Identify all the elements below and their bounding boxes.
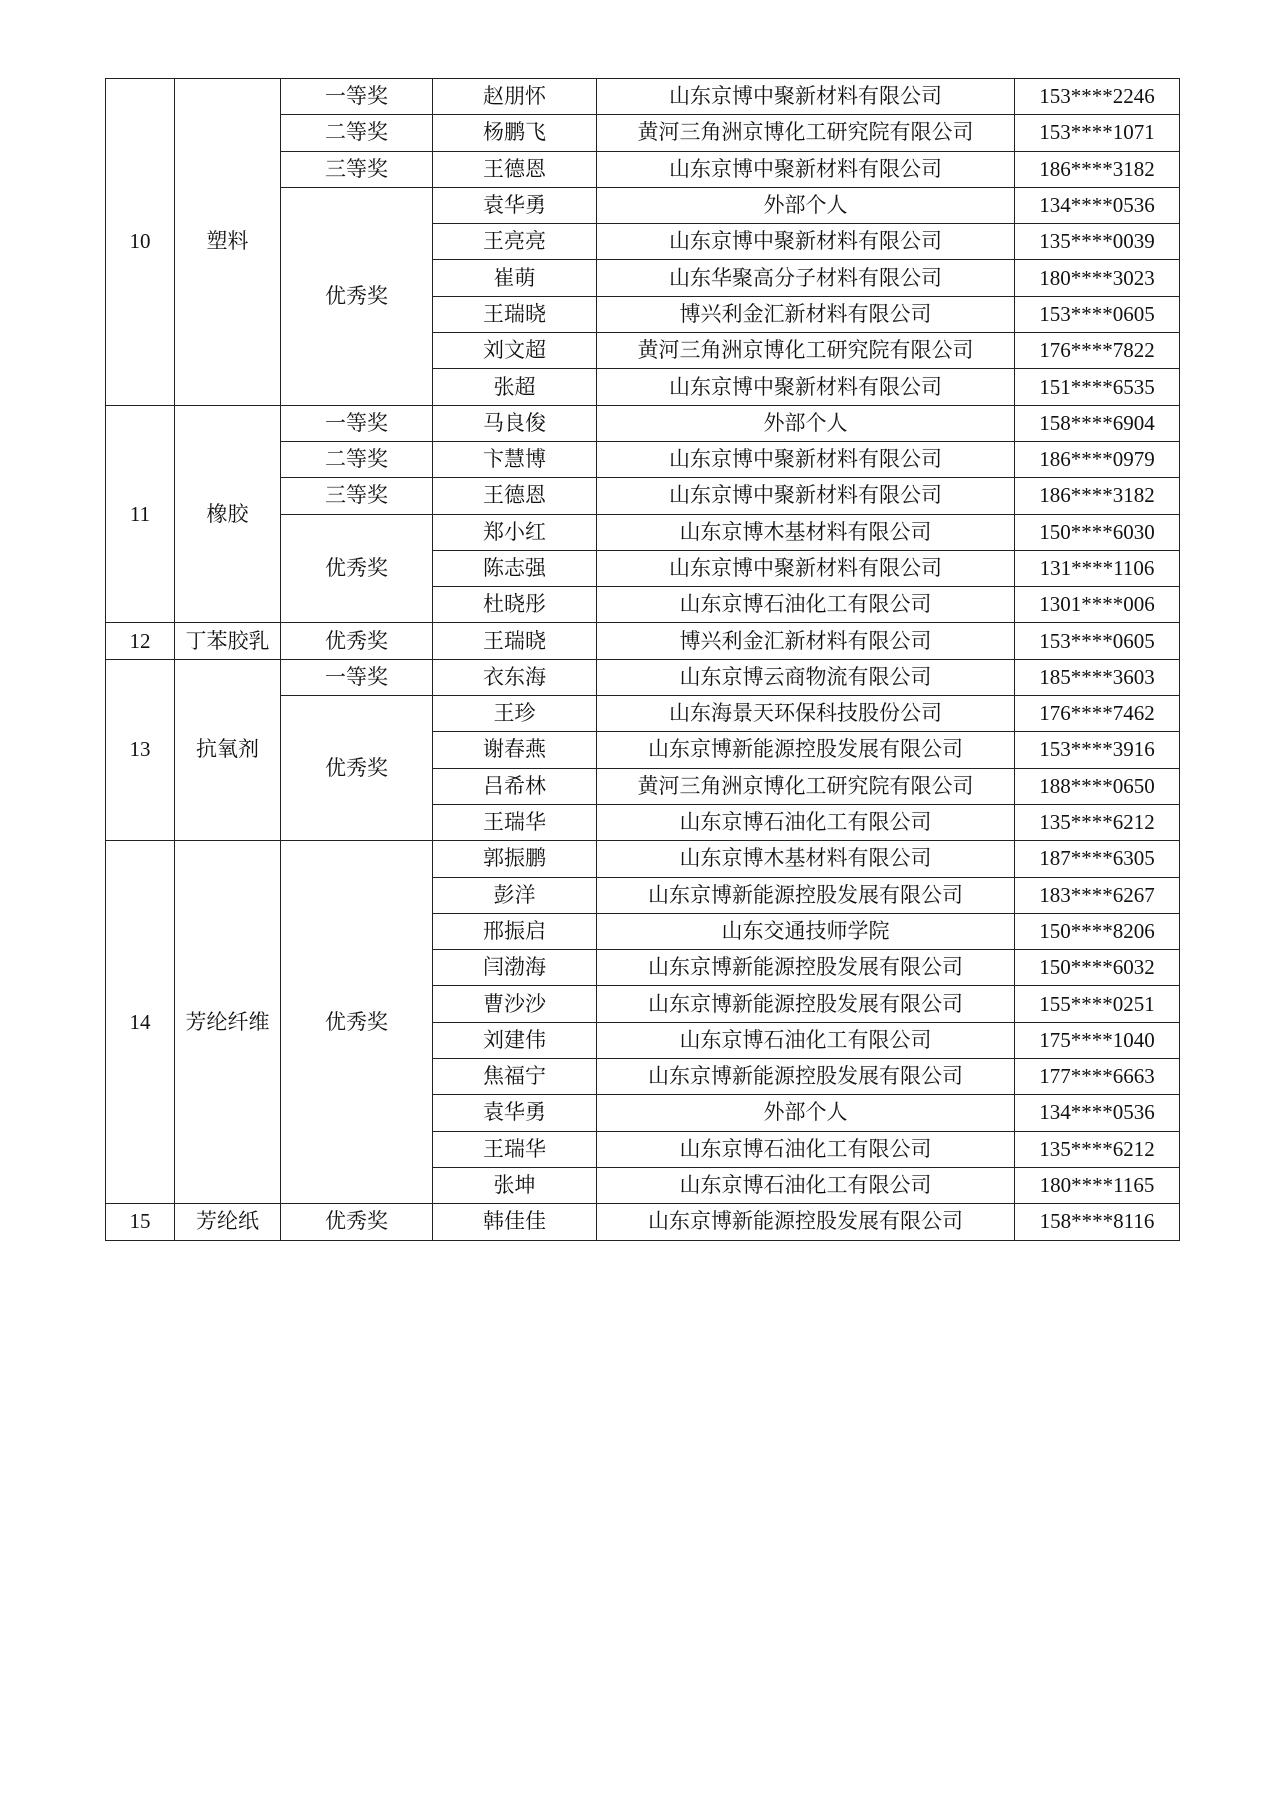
organization-cell: 山东京博新能源控股发展有限公司 — [597, 877, 1015, 913]
organization-cell: 黄河三角洲京博化工研究院有限公司 — [597, 768, 1015, 804]
winner-name-cell: 王德恩 — [433, 151, 597, 187]
winner-name-cell: 崔萌 — [433, 260, 597, 296]
phone-cell: 187****6305 — [1015, 841, 1180, 877]
award-level-cell: 优秀奖 — [281, 841, 433, 1204]
organization-cell: 山东京博中聚新材料有限公司 — [597, 550, 1015, 586]
award-level-cell: 三等奖 — [281, 151, 433, 187]
winner-name-cell: 马良俊 — [433, 405, 597, 441]
phone-cell: 183****6267 — [1015, 877, 1180, 913]
phone-cell: 175****1040 — [1015, 1022, 1180, 1058]
phone-cell: 180****1165 — [1015, 1167, 1180, 1203]
phone-cell: 131****1106 — [1015, 550, 1180, 586]
organization-cell: 山东京博石油化工有限公司 — [597, 1022, 1015, 1058]
winner-name-cell: 彭洋 — [433, 877, 597, 913]
category-cell: 芳纶纸 — [175, 1204, 281, 1240]
organization-cell: 博兴利金汇新材料有限公司 — [597, 623, 1015, 659]
winner-name-cell: 袁华勇 — [433, 1095, 597, 1131]
phone-cell: 186****3182 — [1015, 478, 1180, 514]
organization-cell: 山东京博中聚新材料有限公司 — [597, 224, 1015, 260]
phone-cell: 1301****006 — [1015, 587, 1180, 623]
winner-name-cell: 王瑞华 — [433, 804, 597, 840]
organization-cell: 山东交通技师学院 — [597, 913, 1015, 949]
award-level-cell: 一等奖 — [281, 405, 433, 441]
table-row — [106, 841, 1180, 877]
winner-name-cell: 王亮亮 — [433, 224, 597, 260]
winner-name-cell: 曹沙沙 — [433, 986, 597, 1022]
winner-name-cell: 韩佳佳 — [433, 1204, 597, 1240]
phone-cell: 134****0536 — [1015, 1095, 1180, 1131]
phone-cell: 186****3182 — [1015, 151, 1180, 187]
winner-name-cell: 郭振鹏 — [433, 841, 597, 877]
phone-cell: 134****0536 — [1015, 187, 1180, 223]
category-cell: 芳纶纤维 — [175, 841, 281, 1204]
phone-cell: 153****2246 — [1015, 79, 1180, 115]
organization-cell: 山东海景天环保科技股份公司 — [597, 696, 1015, 732]
winner-name-cell: 卞慧博 — [433, 441, 597, 477]
group-number-cell: 12 — [106, 623, 175, 659]
winner-name-cell: 王瑞晓 — [433, 296, 597, 332]
organization-cell: 山东京博云商物流有限公司 — [597, 659, 1015, 695]
organization-cell: 山东京博新能源控股发展有限公司 — [597, 986, 1015, 1022]
group-number-cell: 14 — [106, 841, 175, 1204]
award-level-cell: 一等奖 — [281, 79, 433, 115]
phone-cell: 158****6904 — [1015, 405, 1180, 441]
group-number-cell: 10 — [106, 79, 175, 406]
organization-cell: 山东京博中聚新材料有限公司 — [597, 151, 1015, 187]
table-row — [106, 623, 1180, 659]
winner-name-cell: 闫渤海 — [433, 950, 597, 986]
award-level-cell: 优秀奖 — [281, 514, 433, 623]
organization-cell: 山东京博中聚新材料有限公司 — [597, 369, 1015, 405]
category-cell: 橡胶 — [175, 405, 281, 623]
phone-cell: 153****3916 — [1015, 732, 1180, 768]
table-row — [106, 405, 1180, 441]
phone-cell: 135****6212 — [1015, 1131, 1180, 1167]
winner-name-cell: 刘文超 — [433, 333, 597, 369]
award-level-cell: 三等奖 — [281, 478, 433, 514]
award-level-cell: 优秀奖 — [281, 187, 433, 405]
award-level-cell: 优秀奖 — [281, 696, 433, 841]
organization-cell: 博兴利金汇新材料有限公司 — [597, 296, 1015, 332]
award-level-cell: 二等奖 — [281, 115, 433, 151]
phone-cell: 158****8116 — [1015, 1204, 1180, 1240]
winner-name-cell: 邢振启 — [433, 913, 597, 949]
organization-cell: 山东京博新能源控股发展有限公司 — [597, 1204, 1015, 1240]
winner-name-cell: 郑小红 — [433, 514, 597, 550]
winner-name-cell: 杜晓彤 — [433, 587, 597, 623]
winner-name-cell: 吕希林 — [433, 768, 597, 804]
category-cell: 丁苯胶乳 — [175, 623, 281, 659]
award-level-cell: 优秀奖 — [281, 1204, 433, 1240]
winner-name-cell: 袁华勇 — [433, 187, 597, 223]
organization-cell: 山东京博中聚新材料有限公司 — [597, 478, 1015, 514]
award-level-cell: 优秀奖 — [281, 623, 433, 659]
winner-name-cell: 衣东海 — [433, 659, 597, 695]
phone-cell: 150****6032 — [1015, 950, 1180, 986]
category-cell: 塑料 — [175, 79, 281, 406]
winner-name-cell: 赵朋怀 — [433, 79, 597, 115]
phone-cell: 185****3603 — [1015, 659, 1180, 695]
organization-cell: 外部个人 — [597, 405, 1015, 441]
winner-name-cell: 王德恩 — [433, 478, 597, 514]
organization-cell: 山东京博石油化工有限公司 — [597, 1167, 1015, 1203]
organization-cell: 外部个人 — [597, 1095, 1015, 1131]
phone-cell: 135****6212 — [1015, 804, 1180, 840]
winner-name-cell: 焦福宁 — [433, 1059, 597, 1095]
phone-cell: 180****3023 — [1015, 260, 1180, 296]
organization-cell: 山东京博中聚新材料有限公司 — [597, 441, 1015, 477]
winner-name-cell: 王珍 — [433, 696, 597, 732]
organization-cell: 黄河三角洲京博化工研究院有限公司 — [597, 333, 1015, 369]
organization-cell: 黄河三角洲京博化工研究院有限公司 — [597, 115, 1015, 151]
phone-cell: 135****0039 — [1015, 224, 1180, 260]
phone-cell: 150****8206 — [1015, 913, 1180, 949]
organization-cell: 山东京博中聚新材料有限公司 — [597, 79, 1015, 115]
organization-cell: 山东华聚高分子材料有限公司 — [597, 260, 1015, 296]
phone-cell: 177****6663 — [1015, 1059, 1180, 1095]
organization-cell: 山东京博石油化工有限公司 — [597, 804, 1015, 840]
phone-cell: 153****1071 — [1015, 115, 1180, 151]
phone-cell: 186****0979 — [1015, 441, 1180, 477]
award-table — [105, 78, 1180, 1241]
phone-cell: 153****0605 — [1015, 623, 1180, 659]
phone-cell: 155****0251 — [1015, 986, 1180, 1022]
organization-cell: 山东京博新能源控股发展有限公司 — [597, 732, 1015, 768]
table-row — [106, 1204, 1180, 1240]
organization-cell: 山东京博新能源控股发展有限公司 — [597, 1059, 1015, 1095]
winner-name-cell: 王瑞华 — [433, 1131, 597, 1167]
table-row — [106, 659, 1180, 695]
group-number-cell: 13 — [106, 659, 175, 840]
winner-name-cell: 谢春燕 — [433, 732, 597, 768]
winner-name-cell: 刘建伟 — [433, 1022, 597, 1058]
winner-name-cell: 王瑞晓 — [433, 623, 597, 659]
category-cell: 抗氧剂 — [175, 659, 281, 840]
organization-cell: 山东京博石油化工有限公司 — [597, 1131, 1015, 1167]
award-level-cell: 二等奖 — [281, 441, 433, 477]
phone-cell: 176****7822 — [1015, 333, 1180, 369]
phone-cell: 153****0605 — [1015, 296, 1180, 332]
phone-cell: 188****0650 — [1015, 768, 1180, 804]
table-row — [106, 79, 1180, 115]
phone-cell: 150****6030 — [1015, 514, 1180, 550]
award-level-cell: 一等奖 — [281, 659, 433, 695]
phone-cell: 151****6535 — [1015, 369, 1180, 405]
organization-cell: 外部个人 — [597, 187, 1015, 223]
group-number-cell: 15 — [106, 1204, 175, 1240]
phone-cell: 176****7462 — [1015, 696, 1180, 732]
winner-name-cell: 张超 — [433, 369, 597, 405]
group-number-cell: 11 — [106, 405, 175, 623]
organization-cell: 山东京博石油化工有限公司 — [597, 587, 1015, 623]
organization-cell: 山东京博木基材料有限公司 — [597, 841, 1015, 877]
award-table-body — [106, 79, 1180, 1241]
winner-name-cell: 杨鹏飞 — [433, 115, 597, 151]
organization-cell: 山东京博木基材料有限公司 — [597, 514, 1015, 550]
organization-cell: 山东京博新能源控股发展有限公司 — [597, 950, 1015, 986]
winner-name-cell: 陈志强 — [433, 550, 597, 586]
winner-name-cell: 张坤 — [433, 1167, 597, 1203]
